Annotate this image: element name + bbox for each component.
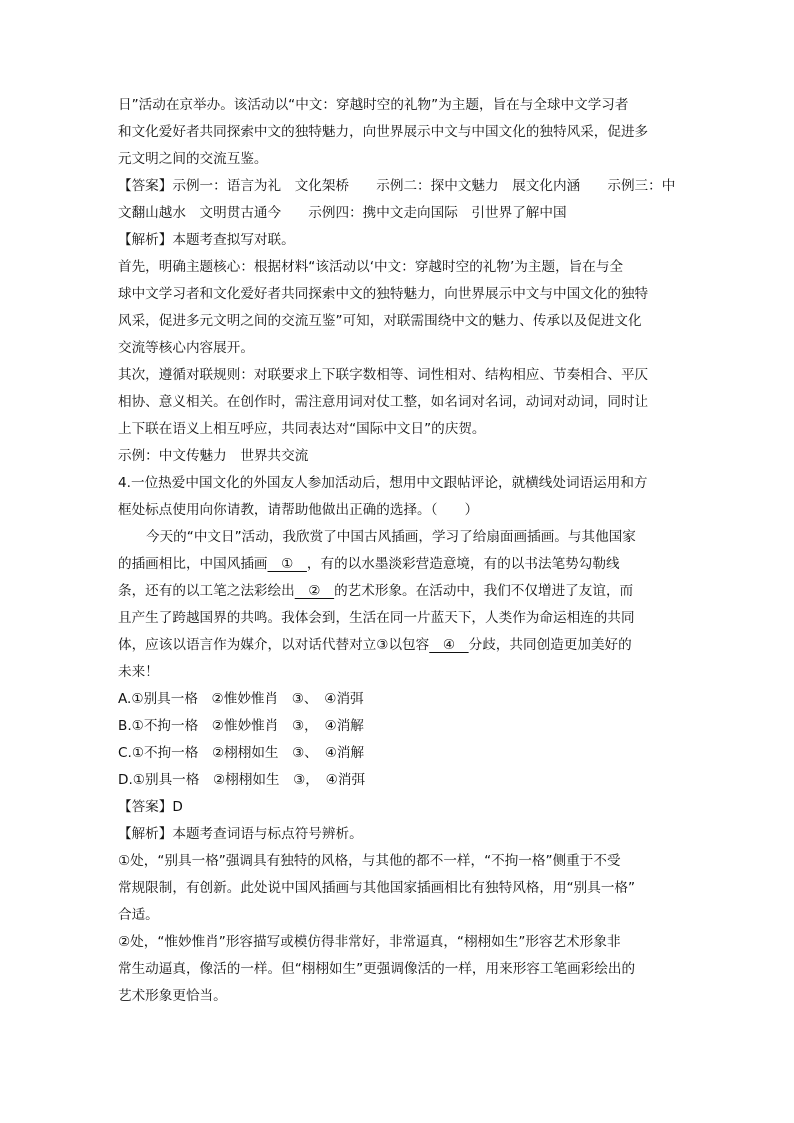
blank-4: ④ xyxy=(429,637,469,653)
text-line: 上下联在语义上相互呼应，共同表达对“国际中文日”的庆贺。 xyxy=(118,421,486,437)
passage-line xyxy=(118,551,678,578)
passage-text: ，有的以水墨淡彩营造意境，有的以书法笔势勾勒线 xyxy=(306,556,620,572)
passage-text: 的艺术形象。在活动中，我们不仅增进了友谊，而 xyxy=(334,583,634,599)
blank-1: ① xyxy=(267,556,307,572)
document-page xyxy=(118,92,678,1010)
analysis-line: 常规限制，有创新。此处说中国风插画与其他国家插画相比有独特风格，用“别具一格” xyxy=(118,880,636,896)
text-line: 日”活动在京举办。该活动以“中文：穿越时空的礼物”为主题，旨在与全球中文学习者 xyxy=(118,97,629,113)
passage-text: 的插画相比，中国风插画 xyxy=(118,556,268,572)
passage-text: 体，应该以语言作为媒介，以对话代替对立③以包容 xyxy=(118,637,430,653)
answer-line: 文翻山越水 文明贯古通今 示例四：携中文走向国际 引世界了解中国 xyxy=(118,205,567,221)
analysis-line: 常生动逼真，像活的一样。但“栩栩如生”更强调像活的一样，用来形容工笔画彩绘出的 xyxy=(118,961,636,977)
option-b: B.①不拘一格 ②惟妙惟肖 ③， ④消解 xyxy=(118,718,364,734)
question-4-line: 框处标点使用向你请教，请帮助他做出正确的选择。（ ） xyxy=(118,502,479,518)
answer-line: 【答案】D xyxy=(118,799,183,815)
analysis-line: ①处，“别具一格”强调具有独特的风格，与其他的都不一样，“不拘一格”侧重于不受 xyxy=(118,853,621,869)
text-line: 球中文学习者和文化爱好者共同探索中文的独特魅力，向世界展示中文与中国文化的独特 xyxy=(118,286,649,302)
analysis-heading: 【解析】本题考查拟写对联。 xyxy=(118,232,295,248)
text-line: 和文化爱好者共同探索中文的独特魅力，向世界展示中文与中国文化的独特风采，促进多 xyxy=(118,124,649,140)
text-line: 首先，明确主题核心：根据材料“该活动以‘中文：穿越时空的礼物’为主题，旨在与全 xyxy=(118,259,624,275)
passage-line: 未来！ xyxy=(118,664,159,680)
text-line: 元文明之间的交流互鉴。 xyxy=(118,151,268,167)
analysis-line: 艺术形象更恰当。 xyxy=(118,988,227,1004)
text-line: 相协、意义相关。在创作时，需注意用词对仗工整，如名词对名词，动词对动词，同时让 xyxy=(118,394,649,410)
option-c: C.①不拘一格 ②栩栩如生 ③、 ④消解 xyxy=(118,745,365,761)
text-line: 其次，遵循对联规则：对联要求上下联字数相等、词性相对、结构相应、节奏相合、平仄 xyxy=(118,367,649,383)
passage-text: 分歧，共同创造更加美好的 xyxy=(468,637,632,653)
text-line: 风采，促进多元文明之间的交流互鉴”可知，对联需围绕中文的魅力、传承以及促进文化 xyxy=(118,313,642,329)
analysis-line: 合适。 xyxy=(118,907,159,923)
text-line: 交流等核心内容展开。 xyxy=(118,340,254,356)
option-a: A.①别具一格 ②惟妙惟肖 ③、 ④消弭 xyxy=(118,691,364,707)
passage-text: 条，还有的以工笔之法彩绘出 xyxy=(118,583,295,599)
passage-line: 今天的“中文日”活动，我欣赏了中国古风插画，学习了给扇面画插画。与其他国家 xyxy=(146,529,636,545)
option-d: D.①别具一格 ②栩栩如生 ③， ④消弭 xyxy=(118,772,366,788)
passage-line: 且产生了跨越国界的共鸣。我体会到，生活在同一片蓝天下，人类作为命运相连的共同 xyxy=(118,610,635,626)
answer-line: 【答案】示例一：语言为礼 文化架桥 示例二：探中文魅力 展文化内涵 示例三：中 xyxy=(118,178,676,194)
analysis-line: ②处，“惟妙惟肖”形容描写或模仿得非常好，非常逼真，“栩栩如生”形容艺术形象非 xyxy=(118,934,621,950)
passage-line xyxy=(118,632,678,659)
example-line: 示例：中文传魅力 世界共交流 xyxy=(118,448,309,464)
analysis-heading: 【解析】本题考查词语与标点符号辨析。 xyxy=(118,826,363,842)
question-4-line: 4.一位热爱中国文化的外国友人参加活动后，想用中文跟帖评论，就横线处词语运用和方 xyxy=(118,475,648,491)
passage-line xyxy=(118,578,678,605)
blank-2: ② xyxy=(294,583,335,599)
